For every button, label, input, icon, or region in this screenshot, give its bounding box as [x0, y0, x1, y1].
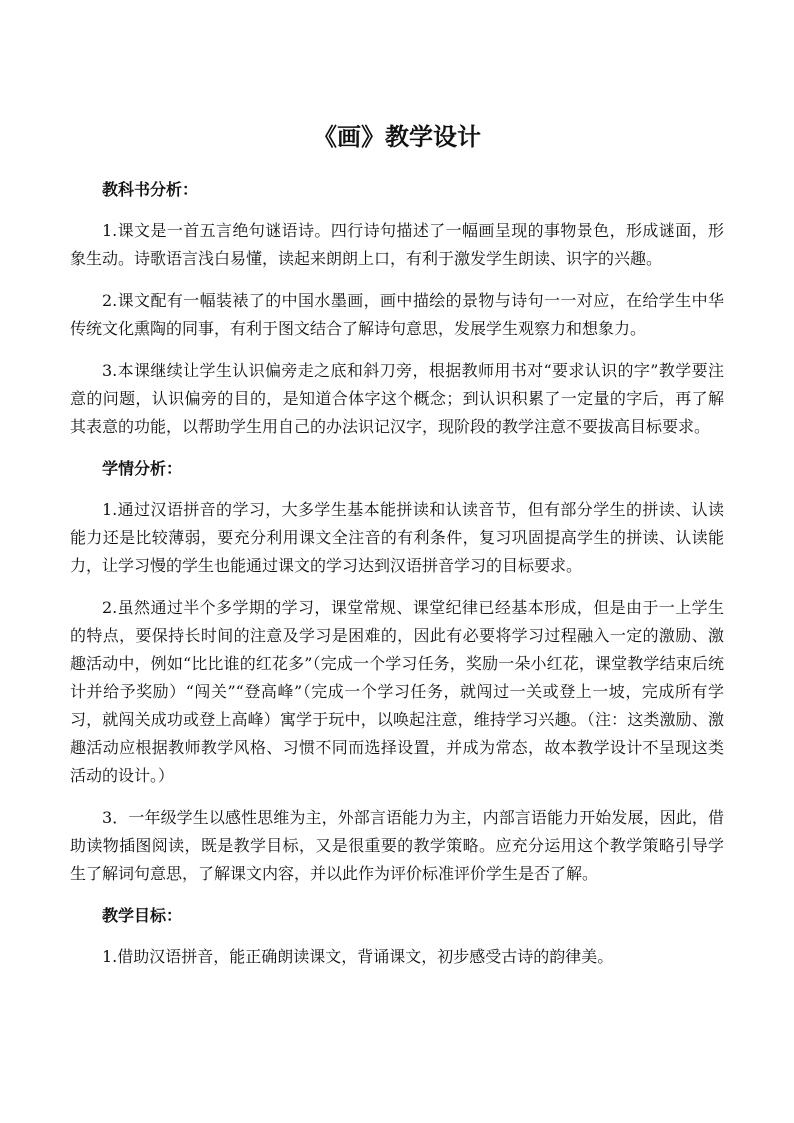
- section-heading: 学情分析：: [102, 459, 183, 478]
- section-heading: 教学目标：: [102, 906, 183, 925]
- paragraph: 3.本课继续让学生认识偏旁走之底和斜刀旁，根据教师用书对“要求认识的字”教学要注意的问题，认识偏旁的目的，是知道合体字这个概念；到认识积累了一定量的字后，再了解其表意的功能，以帮助学生用自己的办法识记汉字，现阶段的教学注意不要拔高目标要求。: [70, 361, 724, 436]
- paragraph: 2.课文配有一幅装裱了的中国水墨画，画中描绘的景物与诗句一一对应，在给学生中华传统文化熏陶的同事，有利于图文结合了解诗句意思，发展学生观察力和想象力。: [70, 291, 724, 338]
- section-learner-analysis: [70, 455, 724, 888]
- paragraph: 1.通过汉语拼音的学习，大多学生基本能拼读和认读音节，但有部分学生的拼读、认读能力还是比较薄弱，要充分利用课文全注音的有利条件，复习巩固提高学生的拼读、认读能力，让学习慢的学生也能通过课文的学习达到汉语拼音学习的目标要求。: [70, 500, 724, 575]
- section-teaching-objectives: [70, 902, 724, 971]
- section-heading: 教科书分析：: [102, 180, 199, 199]
- paragraph: 1.课文是一首五言绝句谜语诗。四行诗句描述了一幅画呈现的事物景色，形成谜面，形象生动。诗歌语言浅白易懂，读起来朗朗上口，有利于激发学生朗读、识字的兴趣。: [70, 221, 724, 268]
- document-title: 《画》教学设计: [313, 123, 481, 151]
- section-textbook-analysis: [70, 176, 724, 441]
- paragraph: 3．一年级学生以感性思维为主，外部言语能力为主，内部言语能力开始发展，因此，借助读物插图阅读，既是教学目标，又是很重要的教学策略。应充分运用这个教学策略引导学生了解词句意思，了解课文内容，并以此作为评价标准评价学生是否了解。: [70, 808, 724, 883]
- paragraph: 2.虽然通过半个多学期的学习，课堂常规、课堂纪律已经基本形成，但是由于一上学生的特点，要保持长时间的注意及学习是困难的，因此有必要将学习过程融入一定的激励、激趣活动中，例如“比比谁的红花多”（完成一个学习任务，奖励一朵小红花，课堂教学结束后统计并给予奖励）“闯关”“登高峰”（完成一个学习任务，就闯过一关或登上一坡，完成所有学习，就闯关成功或登上高峰）寓学于玩中，以唤起注意，维持学习兴趣。（注：这类激励、激趣活动应根据教师教学风格、习惯不同而选择设置，并成为常态，故本教学设计不呈现这类活动的设计。）: [70, 598, 724, 785]
- paragraph: 1.借助汉语拼音，能正确朗读课文，背诵课文，初步感受古诗的韵律美。: [102, 947, 614, 966]
